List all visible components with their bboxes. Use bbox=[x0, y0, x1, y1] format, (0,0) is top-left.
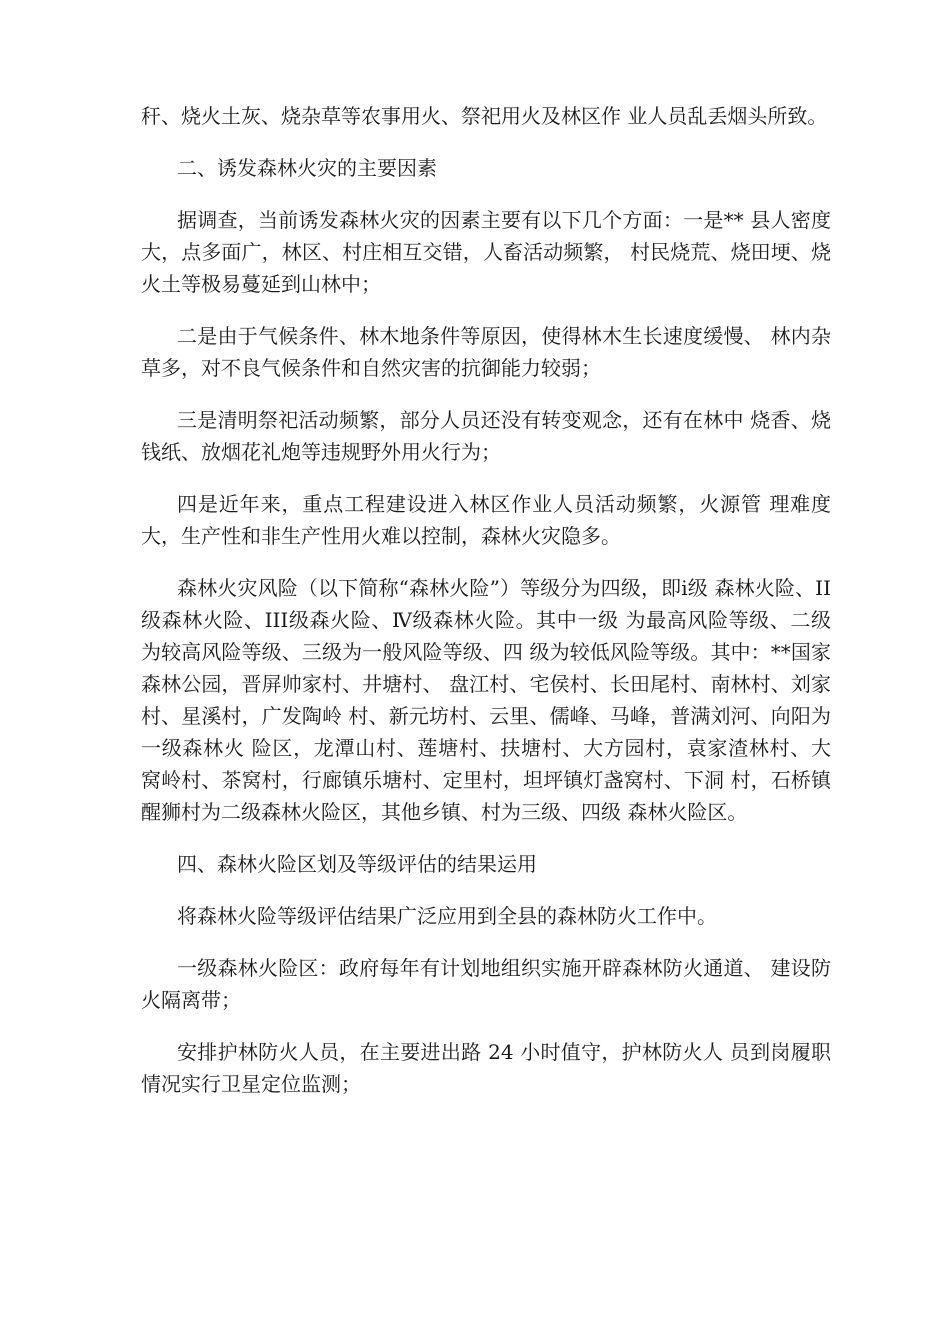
section-heading-four: 四、森林火险区划及等级评估的结果运用 bbox=[177, 852, 537, 876]
paragraph-factor-four: 四是近年来，重点工程建设进入林区作业人员活动频繁，火源管 理难度大，生产性和非生产性用火难以控制，森林火灾隐多。 bbox=[141, 492, 831, 548]
section-heading-two: 二、诱发森林火灾的主要因素 bbox=[177, 156, 437, 180]
paragraph-risk-levels: 森林火灾风险（以下简称“森林火险”）等级分为四级，即ⅰ级 森林火险、II级森林火险、III级森火险、Ⅳ级森林火险。其中一级 为最高风险等级、二级为较高风险等级、三级为一般风险等级、四 级为较低风险等级。其中：**国家森林公园，晋屏帅家村、井塘村、 盘江村、宅侯村、长田尾村、南林村、刘家村、星溪村，广发陶岭 村、新元坊村、云里、儒峰、马峰，普满刘河、向阳为一级森林火 险区，龙潭山村、莲塘村、扶塘村、大方园村，袁家渣林村、大 窝岭村、茶窝村，行廊镇乐塘村、定里村，坦坪镇灯盏窝村、下洞 村，石桥镇醒狮村为二级森林火险区，其他乡镇、村为三级、四级 森林火险区。 bbox=[141, 576, 831, 824]
paragraph-factor-three: 三是清明祭祀活动频繁，部分人员还没有转变观念，还有在林中 烧香、烧钱纸、放烟花礼炮等违规野外用火行为； bbox=[141, 408, 831, 464]
paragraph-application: 将森林火险等级评估结果广泛应用到全县的森林防火工作中。 bbox=[177, 904, 717, 928]
paragraph-survey: 据调查，当前诱发森林火灾的因素主要有以下几个方面：一是** 县人密度大，点多面广，林区、村庄相互交错，人畜活动频繁， 村民烧荒、烧田埂、烧火土等极易蔓延到山林中； bbox=[141, 208, 831, 296]
paragraph-continuation: 秆、烧火土灰、烧杂草等农事用火、祭祀用火及林区作 业人员乱丢烟头所致。 bbox=[141, 104, 828, 128]
paragraph-patrol-staff: 安排护林防火人员，在主要进出路 24 小时值守，护林防火人 员到岗履职情况实行卫星定位监测； bbox=[141, 1040, 831, 1096]
paragraph-factor-two: 二是由于气候条件、林木地条件等原因，使得林木生长速度缓慢、 林内杂草多，对不良气候条件和自然灾害的抗御能力较弱； bbox=[141, 324, 831, 380]
paragraph-level-one-zone: 一级森林火险区：政府每年有计划地组织实施开辟森林防火通道、 建设防火隔离带； bbox=[141, 956, 831, 1012]
document-body bbox=[141, 100, 831, 1100]
